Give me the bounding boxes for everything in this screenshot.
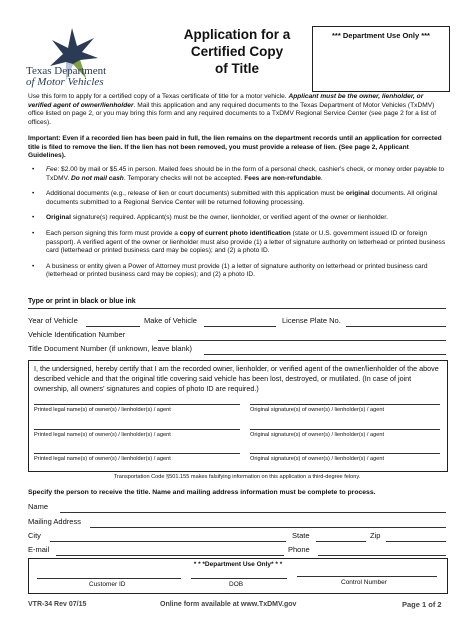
intro-text-b: Applicant must be the owner, lienholder, or verified agent of owner/lienholder [28, 93, 424, 109]
intro-text-a: Use this form to apply for a certified copy of a Texas certificate of title for a motor vehicle. [28, 93, 289, 100]
vin-label: Vehicle Identification Number [28, 330, 126, 339]
form-title-line2: Certified Copy [190, 44, 284, 59]
name-field[interactable] [60, 512, 446, 513]
docs-text-b: original [345, 190, 370, 198]
city-label: City [28, 531, 41, 540]
city-field[interactable] [50, 541, 286, 542]
year-of-vehicle-field[interactable] [86, 326, 140, 327]
printed-name-label-3: Printed legal name(s) of owner(s) / lienholder(s) / agent [34, 456, 171, 462]
state-label: State [292, 531, 310, 540]
printed-name-field-2[interactable] [34, 429, 240, 430]
intro-text-c: . Mail this application and any required documents to the Texas Department of Motor Vehicles (TxDMV) office listed on page 2, or you may bring this form and any required documents to a TxDMV Regional Service Center (see page 2 for a list of offices). [28, 101, 437, 126]
title-document-number-label: Title Document Number (if unknown, leave blank) [28, 344, 192, 353]
control-number-line [297, 576, 437, 577]
intro-paragraph [28, 93, 448, 127]
signature-label-3: Original signature(s) of owner(s) / lienholder(s) / agent [250, 456, 384, 462]
fee-text-f: . [320, 174, 323, 182]
license-plate-field[interactable] [346, 326, 446, 327]
department-use-bottom-label: * * *Department Use Only* * * [193, 561, 283, 568]
form-title [172, 26, 302, 77]
vin-field[interactable] [158, 340, 446, 341]
phone-label: Phone [288, 545, 310, 554]
id-text-b: copy of current photo identification [179, 229, 291, 237]
year-of-vehicle-label: Year of Vehicle [28, 316, 78, 325]
fee-text-b: : $2.00 by mail or $5.45 in person. Mailed fees should be in the form of a personal check, cashier's check, or money order payable to TxDMV. [46, 166, 445, 182]
mailing-address-label: Mailing Address [28, 517, 81, 526]
docs-text-c: documents. All original documents submitted to a Regional Service Center will be returned following processing. [46, 190, 438, 206]
license-plate-label: License Plate No. [282, 316, 341, 325]
customer-id-label: Customer ID [89, 581, 126, 588]
sig-text-b: signature(s) required. Applicant(s) must be the owner, lienholder, or verified agent of the owner or lienholder. [70, 214, 388, 222]
zip-label: Zip [370, 531, 381, 540]
list-item-power-of-attorney: • A business or entity given a Power of Attorney must provide (1) a letter of signature authority on letterhead or printed business card (letterhead or printed business card may be copies); and (2) a photo ID. [32, 262, 428, 279]
printed-name-field-1[interactable] [34, 404, 240, 405]
signature-field-2[interactable] [250, 429, 440, 430]
email-field[interactable] [56, 555, 284, 556]
fee-text-e: Fees are non-refundable [244, 174, 321, 182]
name-label: Name [28, 502, 49, 511]
printed-name-label-2: Printed legal name(s) of owner(s) / lienholder(s) / agent [34, 432, 171, 438]
signature-field-3[interactable] [250, 453, 440, 454]
department-use-box [312, 26, 450, 92]
state-field[interactable] [316, 541, 366, 542]
department-use-bottom-box [28, 558, 448, 594]
zip-field[interactable] [386, 541, 446, 542]
sig-text-a: Original [46, 214, 71, 222]
control-number-label: Control Number [341, 579, 387, 586]
fee-text-d: . Temporary checks will not be accepted. [123, 174, 245, 182]
signature-label-2: Original signature(s) of owner(s) / lienholder(s) / agent [250, 432, 384, 438]
docs-text-a: Additional documents (e.g., release of lien or court documents) submitted with this application must be [46, 190, 346, 198]
fee-text-c: Do not mail cash [71, 174, 124, 182]
form-title-line1: Application for a [183, 27, 291, 42]
dob-label: DOB [229, 581, 244, 588]
online-form-note: Online form available at www.TxDMV.gov [160, 601, 297, 608]
phone-field[interactable] [318, 555, 446, 556]
logo-text-line1: Texas Department [26, 65, 107, 77]
page-number: Page 1 of 2 [402, 600, 442, 609]
make-of-vehicle-field[interactable] [204, 326, 276, 327]
type-instruction: Type or print in black or blue ink [28, 298, 136, 305]
list-item-signature: • Original signature(s) required. Applicant(s) must be the owner, lienholder, or verified agent of the owner or lienholder. [32, 214, 388, 222]
guideline-list [28, 166, 448, 287]
mailing-address-field[interactable] [90, 527, 446, 528]
printed-name-label-1: Printed legal name(s) of owner(s) / lienholder(s) / agent [34, 407, 171, 413]
list-item-photo-id: • Each person signing this form must provide a copy of current photo identification (state or U.S. government issued ID or foreign passport). A verified agent of the owner or lienholder must also provide (1) a letter of signature authority on letterhead or printed business card (letterhead or printed business card may be copies); and (2) a photo ID. [32, 229, 446, 255]
customer-id-line [37, 578, 181, 579]
list-item-fee: • Fee: $2.00 by mail or $5.45 in person. Mailed fees should be in the form of a personal check, cashier's check, or money order payable to TxDMV. Do not mail cash. Temporary checks will not be accepted. Fees are non-refundable. [32, 166, 445, 182]
certification-statement: I, the undersigned, hereby certify that I am the recorded owner, lienholder, or verified agent of the owner/lienholder of the above described vehicle and that the original title covering said vehicle has been lost, destroyed, or mutilated. (In case of joint ownership, all owners' signatures and copies of photo ID are required.) [34, 364, 439, 394]
section-divider [28, 308, 446, 309]
signature-label-1: Original signature(s) of owner(s) / lienholder(s) / agent [250, 407, 384, 413]
dob-line [191, 578, 287, 579]
falsifying-warning: Transportation Code §501.155 makes falsifying information on this application a third-degree felony. [113, 474, 361, 480]
recipient-instruction: Specify the person to receive the title. Name and mailing address information must be complete to process. [28, 489, 376, 496]
logo-text-line2: of Motor Vehicles [26, 76, 104, 88]
important-notice: Important: Even if a recorded lien has been paid in full, the lien remains on the department records until an application for corrected title is filed to remove the lien. If the lien has not been removed, you must provide a release of lien. (See page 2, Applicant Guidelines). [28, 135, 442, 160]
form-id: VTR-34 Rev 07/15 [28, 601, 87, 608]
signature-field-1[interactable] [250, 404, 440, 405]
fee-label: Fee [46, 166, 58, 173]
list-item-documents: • Additional documents (e.g., release of lien or court documents) submitted with this application must be original documents. All original documents submitted to a Regional Service Center will be returned following processing. [32, 190, 438, 206]
printed-name-field-3[interactable] [34, 453, 240, 454]
id-text-c: (state or U.S. government issued ID or foreign passport). A verified agent of the owner or lienholder must also provide (1) a letter of signature authority on letterhead or printed business card (letterhead or printed business card may be copies); and (2) a photo ID. [46, 229, 446, 255]
poa-text: A business or entity given a Power of Attorney must provide (1) a letter of signature authority on letterhead or printed business card (letterhead or printed business card may be copies); and (2) a photo ID. [46, 262, 428, 279]
email-label: E-mail [28, 545, 50, 554]
department-use-label: *** Department Use Only *** [332, 31, 430, 40]
make-of-vehicle-label: Make of Vehicle [144, 316, 197, 325]
title-document-number-field[interactable] [204, 354, 446, 355]
id-text-a: Each person signing this form must provide a [46, 229, 180, 237]
form-title-line3: of Title [214, 61, 259, 76]
